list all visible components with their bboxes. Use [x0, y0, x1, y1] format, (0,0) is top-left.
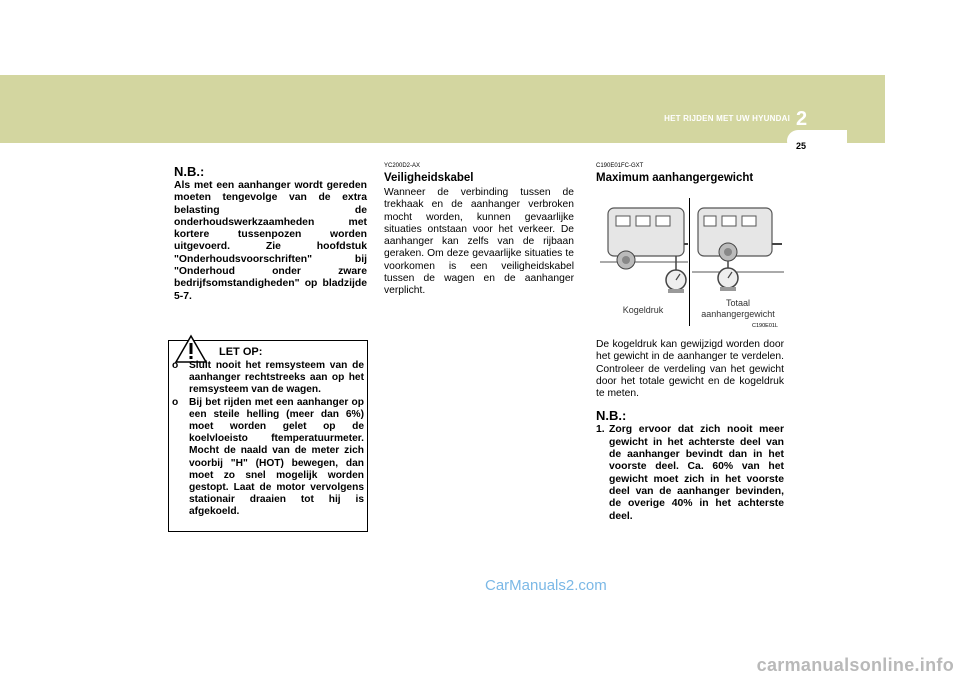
section-code: C190E01FC-GXT — [596, 163, 644, 169]
section-title: Veiligheidskabel — [384, 172, 474, 184]
warning-item — [172, 360, 364, 397]
warning-bullet: o — [172, 360, 179, 371]
section-text: Wanneer de verbinding tussen de trekhaak en de aanhanger verbroken mocht worden, kunnen gevaarlijke situaties ontstaan voor het verkeer. De aanhanger kan zelfs van de rijbaan geraken. Om deze gevaarlijke situaties te voorkomen is een veiligheidskabel tussen de wagen en de aanhanger verplicht. — [384, 187, 574, 297]
warning-item — [172, 397, 364, 519]
section-text: De kogeldruk kan gewijzigd worden door het gewicht in de aanhanger te verdelen. Controleer de verdeling van het gewicht door het totale gewicht en de kogeldruk te meten. — [596, 339, 784, 400]
note-list — [596, 424, 784, 522]
trailer-weight-figure — [596, 188, 784, 333]
warning-item-text: Sluit nooit het remsysteem van de aanhanger rechtstreeks aan op het remsysteem van de wagen. — [189, 360, 364, 396]
section-code: YC200D2-AX — [384, 163, 421, 169]
figure-label-total-line2: aanhangergewicht — [701, 309, 775, 319]
figure-divider — [689, 198, 690, 326]
note-item-text: Zorg ervoor dat zich nooit meer gewicht in het achterste deel van de aanhanger bevindt dan in het voorste deel. Ca. 60% van het gewicht moet zich in het voorste deel van de aanhanger bevinden, de overige 40% in het achterste deel. — [609, 424, 784, 522]
figure-label-total-line1: Totaal — [725, 298, 751, 308]
chapter-title: HET RIJDEN MET UW HYUNDAI — [664, 114, 790, 123]
watermark-carmanualsonline: carmanualsonline.info — [756, 655, 954, 675]
figure-code: C190E01L — [752, 323, 778, 329]
watermark-carmanuals2: CarManuals2.com — [485, 577, 607, 594]
warning-item-text: Bij bet rijden met een aanhanger op een steile helling (meer dan 6%) moet worden gelet op de koelvloeisto ftemperatuurmeter. Mocht de naald van de meter zich voorbij "H" (HOT) bewegen, dan moet zo snel mogelijk worden gestopt. Laat de motor vervolgens stationair draaien tot hij is afgekoeld. — [189, 396, 364, 518]
page-number: 25 — [796, 141, 807, 151]
section-title: Maximum aanhangergewicht — [596, 172, 754, 184]
warning-title: LET OP: — [219, 346, 263, 358]
note-title: N.B.: — [174, 164, 205, 179]
warning-bullet: o — [172, 396, 179, 408]
note-text: Als met een aanhanger wordt gereden moeten tengevolge van de extra belasting de onderhoudswerkzaamheden met kortere tussenpozen worden uitgevoerd. Zie hoofdstuk "Onderhoudsvoorschriften" bij "Onderhoud onder zware bedrijfsomstandigheden" op bladzijde 5-7. — [174, 180, 367, 302]
warning-list — [172, 360, 364, 519]
column-3 — [596, 163, 784, 523]
note-item — [596, 424, 784, 522]
header-band — [0, 75, 885, 143]
figure-label-tongue-weight: Kogeldruk — [622, 305, 664, 315]
column-1 — [174, 164, 367, 303]
note-item-number: 1. — [596, 424, 605, 436]
note-title: N.B.: — [596, 408, 627, 424]
chapter-number: 2 — [796, 108, 808, 130]
column-2 — [384, 163, 574, 298]
